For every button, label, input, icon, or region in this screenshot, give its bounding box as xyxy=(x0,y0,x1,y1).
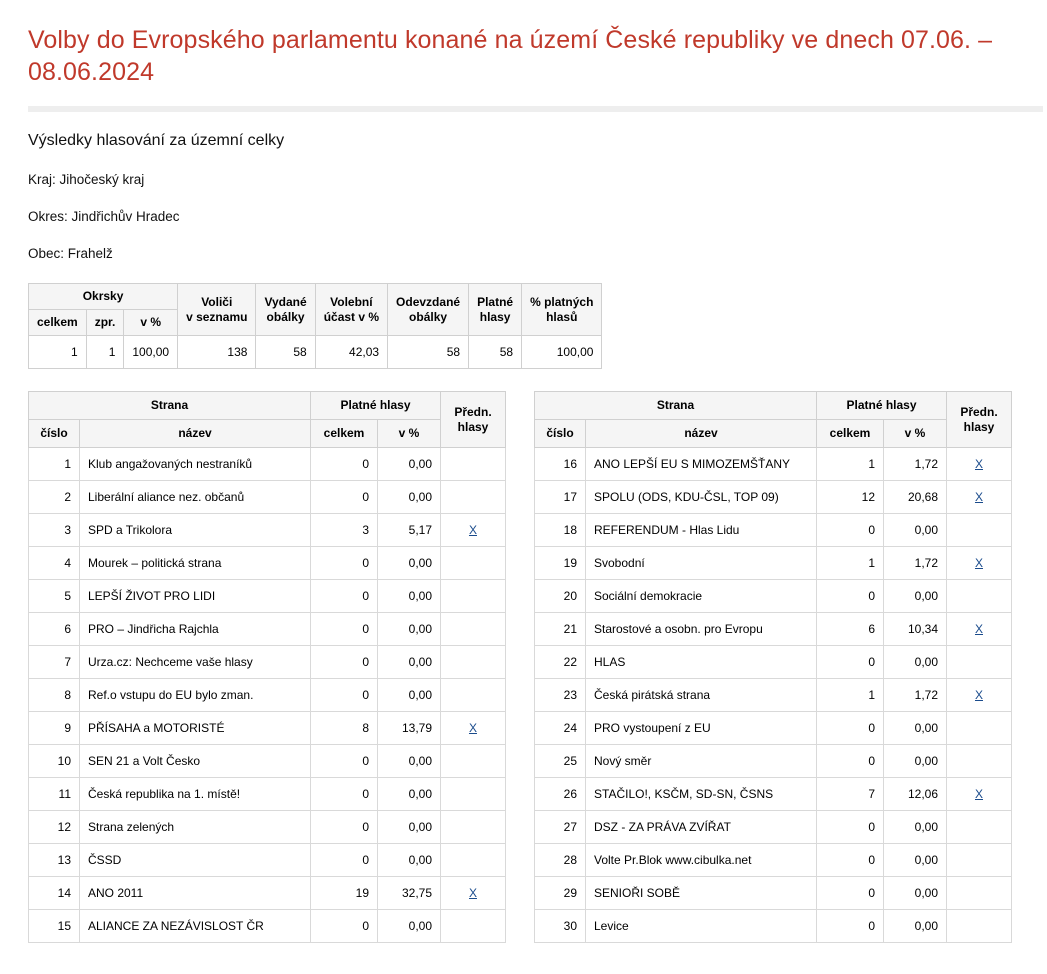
preferential-votes-cell[interactable] xyxy=(441,877,506,910)
party-votes-percent: 0,00 xyxy=(378,910,441,943)
party-name: SPOLU (ODS, KDU-ČSL, TOP 09) xyxy=(586,481,817,514)
party-votes-percent: 0,00 xyxy=(884,811,947,844)
party-name: DSZ - ZA PRÁVA ZVÍŘAT xyxy=(586,811,817,844)
summary-th-vydane-line1: Vydané xyxy=(264,294,307,309)
party-votes-total: 0 xyxy=(817,646,884,679)
party-name: Liberální aliance nez. občanů xyxy=(80,481,311,514)
party-results-table-right xyxy=(534,391,1012,943)
party-results-table-left xyxy=(28,391,506,943)
region-obec: Obec: Frahelž xyxy=(28,246,113,261)
party-number: 8 xyxy=(29,679,80,712)
table-row xyxy=(29,448,506,481)
title-divider xyxy=(28,106,1043,112)
preferential-votes-cell[interactable] xyxy=(947,448,1012,481)
party-votes-total: 12 xyxy=(817,481,884,514)
party-name: SENIOŘI SOBĚ xyxy=(586,877,817,910)
party-votes-percent: 0,00 xyxy=(378,679,441,712)
party-number: 12 xyxy=(29,811,80,844)
party-number: 6 xyxy=(29,613,80,646)
party-votes-total: 0 xyxy=(817,580,884,613)
summary-volici: 138 xyxy=(178,336,256,369)
party-tables-row xyxy=(28,391,1023,943)
table-row xyxy=(535,481,1012,514)
table-row xyxy=(535,778,1012,811)
summary-th-ucast-line1: Volební xyxy=(330,294,373,309)
party-left-th-predn-line2: hlasy xyxy=(457,419,489,434)
preferential-votes-cell xyxy=(947,646,1012,679)
party-number: 18 xyxy=(535,514,586,547)
summary-th-platne-line2: hlasy xyxy=(479,309,511,324)
table-row xyxy=(29,910,506,943)
party-votes-percent: 20,68 xyxy=(884,481,947,514)
party-number: 20 xyxy=(535,580,586,613)
party-right-th-cislo: číslo xyxy=(535,420,586,448)
preferential-votes-link[interactable]: X xyxy=(974,556,983,570)
party-number: 23 xyxy=(535,679,586,712)
party-votes-total: 0 xyxy=(311,646,378,679)
preferential-votes-cell xyxy=(441,580,506,613)
party-votes-total: 0 xyxy=(311,448,378,481)
party-votes-total: 0 xyxy=(817,712,884,745)
preferential-votes-cell[interactable] xyxy=(441,712,506,745)
summary-th-volici xyxy=(178,284,256,336)
preferential-votes-cell xyxy=(947,844,1012,877)
preferential-votes-cell[interactable] xyxy=(947,547,1012,580)
party-votes-percent: 0,00 xyxy=(378,844,441,877)
party-table-left-head xyxy=(29,392,506,448)
table-row xyxy=(29,811,506,844)
table-row xyxy=(29,481,506,514)
party-right-th-platne-hlasy: Platné hlasy xyxy=(817,392,947,420)
party-name: Strana zelených xyxy=(80,811,311,844)
preferential-votes-cell xyxy=(947,811,1012,844)
summary-okrsky-celkem: 1 xyxy=(29,336,87,369)
party-number: 30 xyxy=(535,910,586,943)
party-votes-total: 0 xyxy=(311,778,378,811)
party-votes-total: 1 xyxy=(817,448,884,481)
table-row xyxy=(29,646,506,679)
party-number: 24 xyxy=(535,712,586,745)
table-row xyxy=(535,547,1012,580)
party-number: 14 xyxy=(29,877,80,910)
party-votes-total: 1 xyxy=(817,679,884,712)
table-row xyxy=(29,613,506,646)
party-votes-percent: 0,00 xyxy=(884,514,947,547)
preferential-votes-link[interactable]: X xyxy=(974,622,983,636)
summary-th-pct-platnych-line2: hlasů xyxy=(546,309,578,324)
summary-th-vydane-line2: obálky xyxy=(266,309,305,324)
party-name: Česká republika na 1. místě! xyxy=(80,778,311,811)
preferential-votes-cell xyxy=(441,844,506,877)
party-right-th-nazev: název xyxy=(586,420,817,448)
party-name: SEN 21 a Volt Česko xyxy=(80,745,311,778)
preferential-votes-link[interactable]: X xyxy=(974,490,983,504)
summary-th-okrsky: Okrsky xyxy=(29,284,178,310)
summary-okrsky-pct: 100,00 xyxy=(124,336,178,369)
party-table-right-body xyxy=(535,448,1012,943)
table-row xyxy=(535,514,1012,547)
party-votes-total: 0 xyxy=(311,481,378,514)
party-right-th-predn-line1: Předn. xyxy=(960,404,998,419)
party-name: Volte Pr.Blok www.cibulka.net xyxy=(586,844,817,877)
party-name: ČSSD xyxy=(80,844,311,877)
table-row xyxy=(535,679,1012,712)
party-number: 4 xyxy=(29,547,80,580)
party-name: LEPŠÍ ŽIVOT PRO LIDI xyxy=(80,580,311,613)
party-votes-percent: 0,00 xyxy=(378,448,441,481)
party-name: ANO 2011 xyxy=(80,877,311,910)
party-number: 11 xyxy=(29,778,80,811)
party-left-th-celkem: celkem xyxy=(311,420,378,448)
party-number: 3 xyxy=(29,514,80,547)
preferential-votes-cell xyxy=(947,580,1012,613)
preferential-votes-cell xyxy=(441,481,506,514)
party-number: 5 xyxy=(29,580,80,613)
party-name: REFERENDUM - Hlas Lidu xyxy=(586,514,817,547)
party-table-left-body xyxy=(29,448,506,943)
party-left-th-strana: Strana xyxy=(29,392,311,420)
party-votes-percent: 0,00 xyxy=(884,712,947,745)
summary-th-platne-line1: Platné xyxy=(477,294,514,309)
party-votes-total: 0 xyxy=(817,811,884,844)
preferential-votes-cell xyxy=(947,712,1012,745)
summary-ucast: 42,03 xyxy=(315,336,387,369)
party-votes-percent: 0,00 xyxy=(378,613,441,646)
party-number: 27 xyxy=(535,811,586,844)
table-row xyxy=(29,514,506,547)
party-number: 16 xyxy=(535,448,586,481)
region-kraj: Kraj: Jihočeský kraj xyxy=(28,172,145,187)
table-row xyxy=(535,448,1012,481)
party-votes-percent: 0,00 xyxy=(884,646,947,679)
party-name: Klub angažovaných nestraníků xyxy=(80,448,311,481)
preferential-votes-cell xyxy=(441,613,506,646)
party-number: 13 xyxy=(29,844,80,877)
party-votes-percent: 0,00 xyxy=(884,745,947,778)
party-votes-percent: 12,06 xyxy=(884,778,947,811)
party-votes-percent: 10,34 xyxy=(884,613,947,646)
party-name: PŘÍSAHA a MOTORISTÉ xyxy=(80,712,311,745)
preferential-votes-cell xyxy=(441,910,506,943)
party-votes-total: 6 xyxy=(817,613,884,646)
party-votes-percent: 0,00 xyxy=(378,481,441,514)
party-left-th-pct: v % xyxy=(378,420,441,448)
party-votes-percent: 13,79 xyxy=(378,712,441,745)
party-name: Starostové a osobn. pro Evropu xyxy=(586,613,817,646)
party-votes-percent: 1,72 xyxy=(884,547,947,580)
preferential-votes-cell xyxy=(441,778,506,811)
preferential-votes-link[interactable]: X xyxy=(974,688,983,702)
party-votes-percent: 1,72 xyxy=(884,679,947,712)
party-name: HLAS xyxy=(586,646,817,679)
party-right-th-strana: Strana xyxy=(535,392,817,420)
summary-data-row xyxy=(29,336,602,369)
party-left-th-nazev: název xyxy=(80,420,311,448)
table-row xyxy=(29,547,506,580)
party-right-th-pct: v % xyxy=(884,420,947,448)
party-votes-total: 0 xyxy=(311,547,378,580)
table-row xyxy=(535,745,1012,778)
party-left-th-cislo: číslo xyxy=(29,420,80,448)
table-row xyxy=(535,613,1012,646)
party-votes-total: 0 xyxy=(311,910,378,943)
party-votes-total: 0 xyxy=(817,514,884,547)
preferential-votes-cell xyxy=(947,877,1012,910)
preferential-votes-cell xyxy=(947,514,1012,547)
summary-table-body xyxy=(29,336,602,369)
party-votes-total: 19 xyxy=(311,877,378,910)
party-number: 17 xyxy=(535,481,586,514)
party-left-th-platne-hlasy: Platné hlasy xyxy=(311,392,441,420)
party-left-th-predn-line1: Předn. xyxy=(454,404,492,419)
party-left-header-row-2 xyxy=(29,420,506,448)
party-votes-total: 1 xyxy=(817,547,884,580)
party-votes-percent: 0,00 xyxy=(378,646,441,679)
party-votes-total: 0 xyxy=(311,844,378,877)
party-number: 19 xyxy=(535,547,586,580)
summary-th-odevzdane-line1: Odevzdané xyxy=(396,294,461,309)
party-number: 10 xyxy=(29,745,80,778)
summary-okrsky-zpr: 1 xyxy=(86,336,124,369)
party-number: 9 xyxy=(29,712,80,745)
page-title: Volby do Evropského parlamentu konané na území České republiky ve dnech 07.06. – 08.06.2024 xyxy=(28,26,993,86)
summary-th-okrsky-pct: v % xyxy=(124,310,178,336)
party-votes-total: 8 xyxy=(311,712,378,745)
party-votes-percent: 0,00 xyxy=(884,580,947,613)
preferential-votes-cell xyxy=(947,910,1012,943)
summary-th-volici-line1: Voliči xyxy=(201,294,233,309)
party-right-th-predn-hlasy xyxy=(947,392,1012,448)
party-name: Nový směr xyxy=(586,745,817,778)
preferential-votes-cell xyxy=(441,679,506,712)
party-number: 26 xyxy=(535,778,586,811)
preferential-votes-cell[interactable] xyxy=(947,778,1012,811)
preferential-votes-link[interactable]: X xyxy=(468,523,477,537)
table-row xyxy=(535,712,1012,745)
results-subtitle: Výsledky hlasování za územní celky xyxy=(28,132,285,149)
party-votes-total: 0 xyxy=(817,745,884,778)
party-number: 7 xyxy=(29,646,80,679)
preferential-votes-link[interactable]: X xyxy=(974,787,983,801)
party-name: Sociální demokracie xyxy=(586,580,817,613)
preferential-votes-cell[interactable] xyxy=(947,613,1012,646)
preferential-votes-cell xyxy=(441,745,506,778)
party-votes-total: 0 xyxy=(311,580,378,613)
table-row xyxy=(29,580,506,613)
summary-th-ucast-line2: účast v % xyxy=(323,309,380,324)
summary-th-odevzdane xyxy=(388,284,469,336)
party-votes-percent: 0,00 xyxy=(378,811,441,844)
summary-th-platne-hlasy xyxy=(469,284,522,336)
table-row xyxy=(535,811,1012,844)
party-number: 28 xyxy=(535,844,586,877)
party-right-th-predn-line2: hlasy xyxy=(963,419,995,434)
party-name: ALIANCE ZA NEZÁVISLOST ČR xyxy=(80,910,311,943)
table-row xyxy=(29,778,506,811)
party-votes-percent: 0,00 xyxy=(884,844,947,877)
preferential-votes-cell[interactable] xyxy=(947,481,1012,514)
party-name: Mourek – politická strana xyxy=(80,547,311,580)
party-votes-total: 3 xyxy=(311,514,378,547)
party-votes-percent: 0,00 xyxy=(884,877,947,910)
party-number: 22 xyxy=(535,646,586,679)
summary-header-row-1 xyxy=(29,284,602,310)
preferential-votes-cell xyxy=(441,646,506,679)
summary-th-ucast xyxy=(315,284,387,336)
summary-vydane-obalky: 58 xyxy=(256,336,315,369)
party-votes-total: 0 xyxy=(311,745,378,778)
table-row xyxy=(535,877,1012,910)
table-row xyxy=(29,679,506,712)
table-row xyxy=(29,877,506,910)
party-left-header-row-1 xyxy=(29,392,506,420)
party-votes-percent: 5,17 xyxy=(378,514,441,547)
party-name: ANO LEPŠÍ EU S MIMOZEMŠŤANY xyxy=(586,448,817,481)
summary-table-head xyxy=(29,284,602,336)
party-votes-percent: 0,00 xyxy=(378,778,441,811)
table-row xyxy=(29,712,506,745)
table-row xyxy=(535,910,1012,943)
summary-pct-platnych: 100,00 xyxy=(522,336,602,369)
party-number: 29 xyxy=(535,877,586,910)
summary-th-odevzdane-line2: obálky xyxy=(409,309,448,324)
preferential-votes-cell xyxy=(947,745,1012,778)
summary-th-okrsky-celkem: celkem xyxy=(29,310,87,336)
summary-th-okrsky-zpr: zpr. xyxy=(86,310,124,336)
party-votes-percent: 0,00 xyxy=(378,580,441,613)
preferential-votes-link[interactable]: X xyxy=(468,721,477,735)
party-votes-percent: 0,00 xyxy=(378,745,441,778)
party-votes-percent: 0,00 xyxy=(884,910,947,943)
table-row xyxy=(535,844,1012,877)
preferential-votes-cell xyxy=(441,448,506,481)
table-row xyxy=(29,745,506,778)
party-left-th-predn-hlasy xyxy=(441,392,506,448)
summary-platne-hlasy: 58 xyxy=(469,336,522,369)
party-number: 2 xyxy=(29,481,80,514)
summary-th-volici-line2: v seznamu xyxy=(186,309,248,324)
party-name: Ref.o vstupu do EU bylo zman. xyxy=(80,679,311,712)
party-name: SPD a Trikolora xyxy=(80,514,311,547)
party-votes-percent: 0,00 xyxy=(378,547,441,580)
party-name: Urza.cz: Nechceme vaše hlasy xyxy=(80,646,311,679)
summary-odevzdane-obalky: 58 xyxy=(388,336,469,369)
summary-th-vydane-obalky xyxy=(256,284,315,336)
party-votes-total: 7 xyxy=(817,778,884,811)
party-table-right-head xyxy=(535,392,1012,448)
party-number: 25 xyxy=(535,745,586,778)
preferential-votes-cell xyxy=(441,547,506,580)
preferential-votes-cell[interactable] xyxy=(441,514,506,547)
preferential-votes-cell[interactable] xyxy=(947,679,1012,712)
party-number: 21 xyxy=(535,613,586,646)
party-name: Levice xyxy=(586,910,817,943)
region-okres: Okres: Jindřichův Hradec xyxy=(28,209,180,224)
party-votes-total: 0 xyxy=(311,613,378,646)
summary-th-pct-platnych xyxy=(522,284,602,336)
party-right-header-row-1 xyxy=(535,392,1012,420)
party-votes-total: 0 xyxy=(311,811,378,844)
party-name: Svobodní xyxy=(586,547,817,580)
summary-th-pct-platnych-line1: % platných xyxy=(530,294,594,309)
party-name: PRO vystoupení z EU xyxy=(586,712,817,745)
preferential-votes-cell xyxy=(441,811,506,844)
party-votes-total: 0 xyxy=(817,910,884,943)
party-right-header-row-2 xyxy=(535,420,1012,448)
party-votes-percent: 1,72 xyxy=(884,448,947,481)
table-row xyxy=(535,580,1012,613)
summary-table xyxy=(28,283,602,369)
table-row xyxy=(29,844,506,877)
party-votes-total: 0 xyxy=(817,877,884,910)
party-votes-total: 0 xyxy=(817,844,884,877)
party-votes-percent: 32,75 xyxy=(378,877,441,910)
table-row xyxy=(535,646,1012,679)
party-votes-total: 0 xyxy=(311,679,378,712)
party-name: Česká pirátská strana xyxy=(586,679,817,712)
preferential-votes-link[interactable]: X xyxy=(974,457,983,471)
party-number: 15 xyxy=(29,910,80,943)
preferential-votes-link[interactable]: X xyxy=(468,886,477,900)
party-name: STAČILO!, KSČM, SD-SN, ČSNS xyxy=(586,778,817,811)
party-name: PRO – Jindřicha Rajchla xyxy=(80,613,311,646)
party-number: 1 xyxy=(29,448,80,481)
party-right-th-celkem: celkem xyxy=(817,420,884,448)
